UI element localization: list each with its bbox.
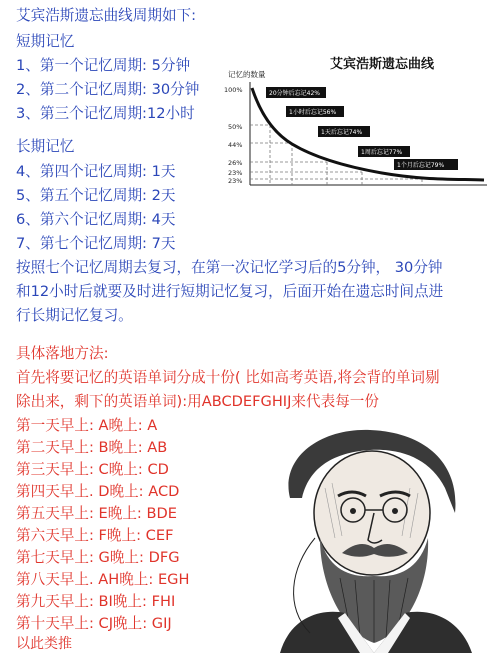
review-paragraph-line-1: 按照七个记忆周期去复习，在第一次记忆学习后的5分钟， 30分钟 (16, 259, 443, 276)
long-term-item-6: 6、第六个记忆周期: 4天 (16, 211, 176, 228)
svg-text:1小时后忘记56%: 1小时后忘记56% (289, 109, 337, 116)
svg-text:1周后忘记77%: 1周后忘记77% (361, 149, 403, 156)
day-10-plan: 第十天早上: CJ晚上: GIJ (16, 615, 172, 632)
day-4-plan: 第四天早上. D晚上: ACD (16, 483, 180, 500)
svg-text:20分钟后忘记42%: 20分钟后忘记42% (269, 90, 320, 97)
y-tick-23b: 23% (228, 177, 243, 185)
y-tick-26: 26% (228, 159, 243, 167)
curve-ylabel: 记忆的数量 (228, 70, 266, 79)
day-2-plan: 第二天早上: B晚上: AB (16, 439, 168, 456)
long-term-heading: 长期记忆 (16, 138, 75, 155)
long-term-item-5: 5、第五个记忆周期: 2天 (16, 187, 176, 204)
method-intro-line-2: 除出来，剩下的英语单词):用ABCDEFGHIJ来代表每一份 (16, 393, 379, 410)
portrait-illustration-icon (250, 418, 500, 653)
day-3-plan: 第三天早上: C晚上: CD (16, 461, 169, 478)
short-term-heading: 短期记忆 (16, 33, 75, 50)
day-5-plan: 第五天早上: E晚上: BDE (16, 505, 177, 522)
method-heading: 具体落地方法: (16, 345, 109, 362)
review-paragraph-line-2: 和12小时后就要及时进行短期记忆复习，后面开始在遗忘时间点进 (16, 283, 444, 300)
y-tick-23a: 23% (228, 169, 243, 177)
closing-text: 以此类推 (16, 636, 72, 652)
y-tick-50: 50% (228, 123, 243, 131)
review-paragraph-line-3: 行长期记忆复习。 (16, 307, 133, 324)
method-intro-line-1: 首先将要记忆的英语单词分成十份( 比如高考英语,将会背的单词剔 (16, 369, 440, 386)
y-tick-44: 44% (228, 141, 243, 149)
forgetting-curve-figure (222, 52, 492, 197)
day-6-plan: 第六天早上: F晚上: CEF (16, 527, 174, 544)
svg-text:1天后忘记74%: 1天后忘记74% (321, 129, 363, 136)
y-tick-100: 100% (224, 86, 243, 94)
short-term-item-3: 3、第三个记忆周期:12小时 (16, 105, 195, 122)
day-8-plan: 第八天早上. AH晚上: EGH (16, 571, 190, 588)
short-term-item-2: 2、第二个记忆周期: 30分钟 (16, 81, 200, 98)
forgetting-curve-svg (222, 52, 492, 197)
day-7-plan: 第七天早上: G晚上: DFG (16, 549, 180, 566)
day-1-plan: 第一天早上: A晚上: A (16, 417, 158, 434)
callout-1day (318, 126, 370, 137)
callout-1week (358, 146, 410, 157)
page-title: 艾宾浩斯遗忘曲线周期如下: (16, 7, 197, 24)
svg-text:1个月后忘记79%: 1个月后忘记79% (397, 162, 445, 169)
curve-title: 艾宾浩斯遗忘曲线 (329, 57, 435, 72)
day-9-plan: 第九天早上: BI晚上: FHI (16, 593, 176, 610)
callout-1hour (286, 106, 344, 117)
short-term-item-1: 1、第一个记忆周期: 5分钟 (16, 57, 191, 74)
callout-1month (394, 159, 458, 170)
long-term-item-7: 7、第七个记忆周期: 7天 (16, 235, 176, 252)
long-term-item-4: 4、第四个记忆周期: 1天 (16, 163, 176, 180)
callout-20min (266, 87, 326, 98)
